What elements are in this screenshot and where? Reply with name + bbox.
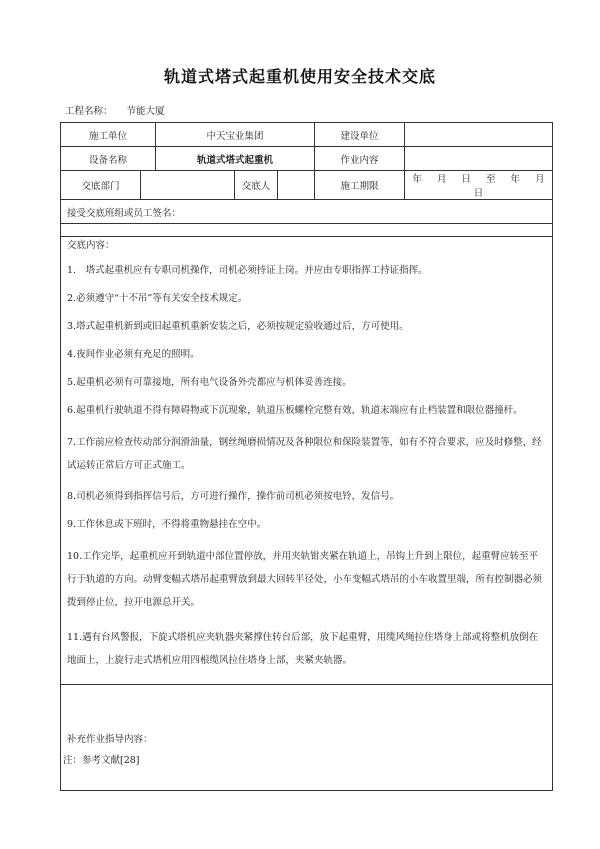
disclosure-form-table xyxy=(60,122,553,791)
row-construction-unit xyxy=(61,123,553,147)
supplement-label: 补充作业指导内容： xyxy=(67,733,153,745)
content-item: 6.起重机行驶轨道不得有障碍物或下沉现象，轨道压板螺栓完整有效，轨道末端应有止档装置和限位器撞杆。 xyxy=(67,405,523,416)
content-item: 9.工作休息或下班时，不得将重物悬挂在空中。 xyxy=(67,519,267,530)
reference-note: 注：参考文献[28] xyxy=(63,755,140,766)
content-item: 1. 塔式起重机应有专职司机操作，司机必须持证上岗。并应由专职指挥工持证指挥。 xyxy=(67,265,428,276)
supplement-field[interactable] xyxy=(61,685,553,791)
owner-unit-label: 建设单位 xyxy=(315,123,405,147)
project-name: 节能大厦 xyxy=(126,106,165,117)
row-content xyxy=(61,237,553,685)
person-field[interactable] xyxy=(278,171,315,200)
content-label: 交底内容： xyxy=(67,240,115,251)
dept-field[interactable] xyxy=(141,171,235,200)
row-spacer xyxy=(61,224,553,237)
period-label: 施工期限 xyxy=(315,171,405,200)
content-item: 8.司机必须得到指挥信号后，方可进行操作，操作前司机必须按电铃，发信号。 xyxy=(67,491,400,502)
work-content-field[interactable] xyxy=(405,147,553,171)
content-item: 7.工作前应检查传动部分润滑油量，钢丝绳磨损情况及各种限位和保险装置等，如有不符合要求，应及时修整，经试运转正常后方可正式施工。 xyxy=(67,437,542,471)
disclosure-content xyxy=(61,237,553,685)
person-label: 交底人 xyxy=(235,171,278,200)
equipment-value: 轨道式塔式起重机 xyxy=(156,147,315,171)
content-item: 3.塔式起重机新到或旧起重机重新安装之后，必须按规定验收通过后，方可使用。 xyxy=(67,321,409,332)
content-item: 11.遇有台风警报，下旋式塔机应夹轨器夹紧撑住转台后部，放下起重臂，用缆风绳拉住塔身上部或将整机放倒在地面上，上旋行走式塔机应用四根缆风拉住塔身上部，夹紧夹轨器。 xyxy=(67,632,539,666)
dept-label: 交底部门 xyxy=(61,171,141,200)
equipment-label: 设备名称 xyxy=(61,147,156,171)
row-signature xyxy=(61,200,553,224)
content-item: 4.夜间作业必须有充足的照明。 xyxy=(67,349,200,360)
signature-label[interactable]: 接受交底班组或员工签名： xyxy=(61,200,553,224)
document-title: 轨道式塔式起重机使用安全技术交底 xyxy=(163,67,436,86)
content-item: 2.必须遵守“十不吊”等有关安全技术规定。 xyxy=(67,293,248,304)
project-line xyxy=(65,103,165,117)
row-equipment xyxy=(61,147,553,171)
project-label: 工程名称： xyxy=(65,106,113,117)
signature-spacer xyxy=(61,224,553,237)
period-field[interactable]: 年 月 日 至 年 月 日 xyxy=(405,171,553,200)
row-department xyxy=(61,171,553,200)
construction-unit-label: 施工单位 xyxy=(61,123,156,147)
row-supplement xyxy=(61,685,553,791)
content-item: 5.起重机必须有可靠接地，所有电气设备外壳都应与机体妥善连接。 xyxy=(67,377,352,388)
owner-unit-field[interactable] xyxy=(405,123,553,147)
content-item: 10.工作完毕，起重机应开到轨道中部位置停放，并用夹轨钳夹紧在轨道上，吊钩上升到上限位，起重臂应转至平行于轨道的方向。动臂变幅式塔吊起重臂放到最大回转半径处，小车变幅式塔吊的小车收置里端，所有控制器必须拨到停止位，拉开电源总开关。 xyxy=(67,551,543,608)
construction-unit-value: 中天宝业集团 xyxy=(156,123,315,147)
work-content-label: 作业内容 xyxy=(315,147,405,171)
